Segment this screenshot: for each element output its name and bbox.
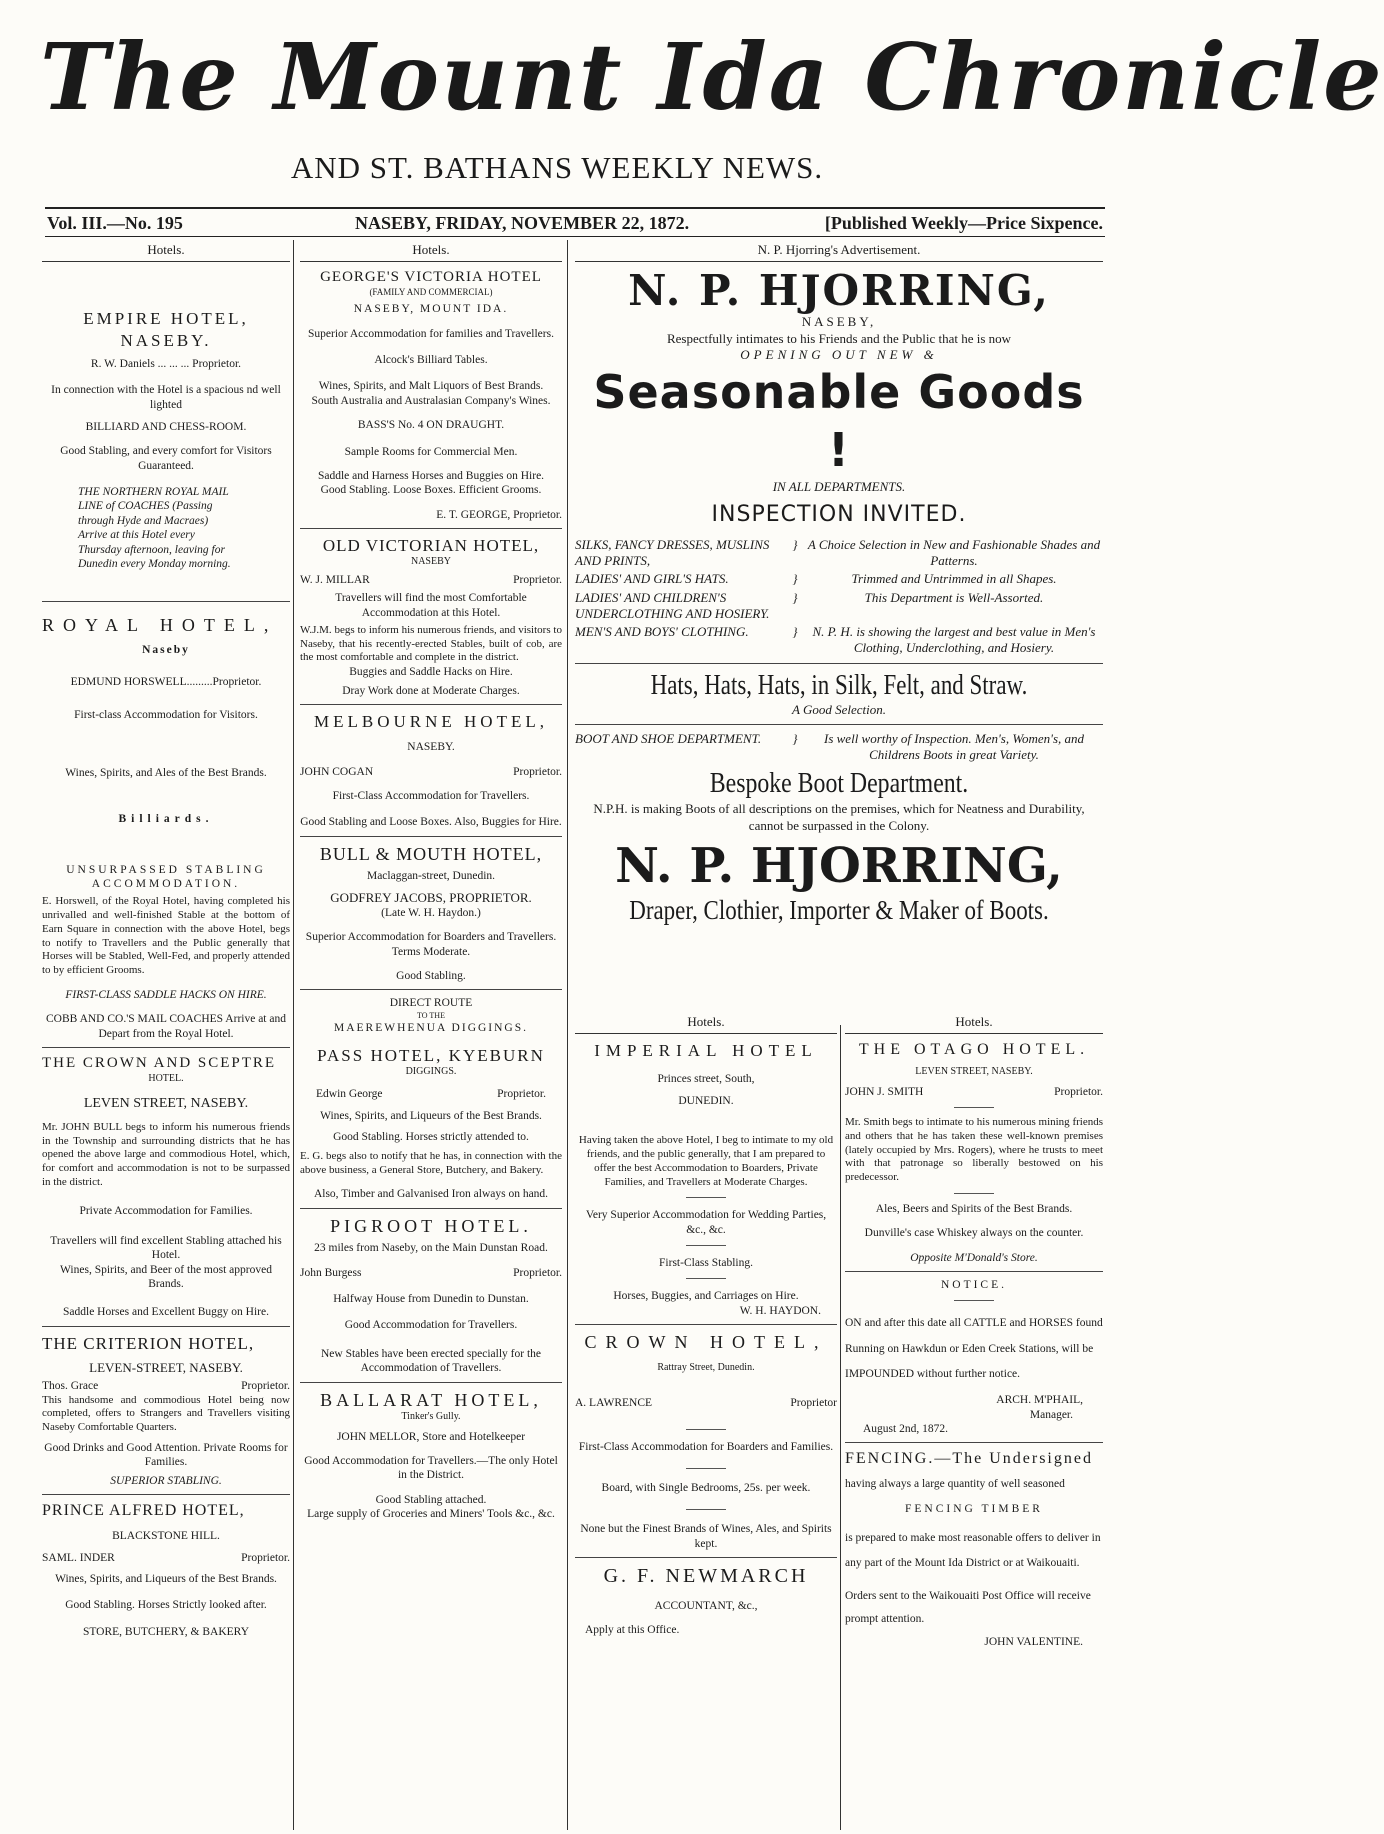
hjorring-name: N. P. HJORRING, [628, 266, 1050, 316]
old-place: NASEBY [410, 556, 451, 568]
otago-prop: Proprietor. [1054, 1085, 1103, 1098]
hjorring-opening: OPENING OUT NEW & [740, 346, 938, 362]
inspection-invited: INSPECTION INVITED. [711, 502, 967, 528]
price-notice: [Published Weekly—Price Sixpence. [824, 213, 1103, 233]
department-row: MEN'S AND BOYS' CLOTHING. } N. P. H. is showing the largest and best value in Men's Clothing, Underclothing, and Hosiery. [575, 624, 1103, 657]
bull-late: (Late W. H. Haydon.) [381, 906, 481, 919]
empire-proprietor: R. W. Daniels ... ... ... Proprietor. [90, 357, 242, 370]
prince-wines: Wines, Spirits, and Liqueurs of the Best Brands. [55, 1572, 277, 1585]
divider [300, 528, 562, 529]
ballarat-proprietor: JOHN MELLOR, Store and Hotelkeeper [336, 1430, 526, 1443]
otago-opposite: Opposite M'Donald's Store. [910, 1251, 1038, 1264]
divider [42, 1494, 290, 1495]
empire-text: In connection with the Hotel is a spacious nd well lighted [51, 384, 281, 411]
crown-dunedin-prop-name: A. LAWRENCE [575, 1397, 653, 1410]
george-sub: (FAMILY AND COMMERCIAL) [369, 287, 493, 297]
column-1 [42, 242, 290, 1639]
old-buggies: Buggies and Saddle Hacks on Hire. [349, 666, 513, 679]
hats-headline: Hats, Hats, Hats, in Silk, Felt, and Straw. [650, 669, 1028, 701]
george-saddle: Saddle and Harness Horses and Buggies on Hire. [317, 469, 545, 482]
department-name: SILKS, FANCY DRESSES, MUSLINS AND PRINTS, [575, 536, 770, 568]
newmarch-apply: Apply at this Office. [585, 1624, 680, 1637]
melbourne-title: MELBOURNE HOTEL, [314, 711, 548, 731]
bull-street: Maclaggan-street, Dunedin. [366, 870, 496, 883]
old-text1: Travellers will find the most Comfortable Accommodation at this Hotel. [335, 592, 527, 619]
imperial-title: IMPERIAL HOTEL [594, 1041, 818, 1061]
royal-text: E. Horswell, of the Royal Hotel, having completed his unrivalled and well-finished Stable at the bottom of Earn Square in connection with the above Hotel, begs to notify to Travellers and the Public generally that Horses will be Stabled, Well-Fed, and properly attended to by efficient Grooms. [42, 895, 290, 977]
crown-dunedin-title: CROWN HOTEL, [584, 1332, 828, 1353]
royal-wines: Wines, Spirits, and Ales of the Best Brands. [65, 766, 267, 779]
hjorring-advertisement [575, 242, 1103, 926]
dateline [45, 207, 1105, 237]
divider [300, 1208, 562, 1209]
notice-text: ON and after this date all CATTLE and HORSES found Running on Hawkdun or Eden Creek Stations, will be IMPOUNDED without further notice. [845, 1317, 1103, 1380]
newmarch-title: G. F. NEWMARCH [603, 1565, 809, 1587]
pass-prop: Proprietor. [497, 1087, 546, 1100]
direct-to: TO THE [417, 1010, 445, 1020]
crown-sceptre-text: Mr. JOHN BULL begs to inform his numerous friends in the Township and surrounding districts that he has opened the above large and commodious Hotel, which, for comfort and accommodation is not to be surpassed in the district. [42, 1120, 290, 1188]
column-4 [845, 1014, 1103, 1649]
column-rule [293, 240, 294, 1830]
divider [42, 1326, 290, 1327]
department-row: SILKS, FANCY DRESSES, MUSLINS AND PRINTS, } A Choice Selection in New and Fashionable Shades and Patterns. [575, 537, 1103, 570]
criterion-title: THE CRITERION HOTEL, [42, 1333, 255, 1353]
newmarch-sub: ACCOUNTANT, &c., [654, 1600, 758, 1612]
otago-whiskey: Dunville's case Whiskey always on the counter. [864, 1227, 1084, 1240]
pigroot-prop: Proprietor. [513, 1266, 562, 1279]
divider [845, 1271, 1103, 1272]
department-row: LADIES' AND CHILDREN'S UNDERCLOTHING AND HOSIERY. } This Department is Well-Assorted. [575, 590, 1103, 623]
crown-dunedin-accom: First-Class Accommodation for Boarders and Families. [578, 1440, 834, 1453]
column-header: Hotels. [575, 1014, 837, 1034]
criterion-stabling: SUPERIOR STABLING. [110, 1474, 222, 1487]
divider [42, 601, 290, 602]
department-row: LADIES' AND GIRL'S HATS. } Trimmed and Untrimmed in all Shapes. [575, 571, 1103, 587]
fencing-text2: is prepared to make most reasonable offers to deliver in any part of the Mount Ida District or at Waikouaiti. [845, 1532, 1101, 1570]
crown-saddle: Saddle Horses and Excellent Buggy on Hire. [63, 1306, 269, 1319]
melbourne-accom: First-Class Accommodation for Travellers. [332, 789, 530, 802]
pigroot-stables: New Stables have been erected specially for the Accommodation of Travellers. [321, 1347, 541, 1375]
divider [575, 1557, 837, 1558]
short-rule [686, 1197, 726, 1198]
pigroot-proprietor-row [300, 1266, 562, 1280]
criterion-proprietor-row [42, 1379, 290, 1393]
crown-dunedin-wines: None but the Finest Brands of Wines, Ales, and Spirits kept. [580, 1523, 832, 1550]
bespoke-text: N.P.H. is making Boots of all descriptions on the premises, which for Neatness and Durability, cannot be surpassed in the Colony. [593, 801, 1085, 833]
empire-coach: THE NORTHERN ROYAL MAIL LINE of COACHES (Passing through Hyde and Macraes) Arrive at this Hotel every Thursday afternoon, leaving for Dunedin every Monday morning. [78, 486, 231, 570]
bull-accom: Superior Accommodation for Boarders and Travellers. Terms Moderate. [305, 931, 557, 958]
divider [575, 724, 1103, 725]
empire-stabling: Good Stabling, and every comfort for Visitors Guaranteed. [60, 445, 272, 472]
ballarat-stabling: Good Stabling attached. [375, 1493, 487, 1506]
column-rule [840, 1025, 841, 1830]
hats-selection: A Good Selection. [792, 701, 886, 717]
notice-heading: NOTICE. [940, 1279, 1008, 1291]
column-header: Hotels. [42, 242, 290, 262]
pass-hotel-title: PASS HOTEL, KYEBURN [317, 1046, 545, 1065]
prince-prop-name: SAML. INDER [42, 1552, 115, 1565]
crown-dunedin-street: Rattray Street, Dunedin. [657, 1361, 755, 1373]
pass-text: E. G. begs also to notify that he has, in connection with the above business, a General Store, Butchery, and Bakery. [300, 1149, 562, 1176]
bull-mouth-title: BULL & MOUTH HOTEL, [319, 843, 543, 864]
george-sample: Sample Rooms for Commercial Men. [344, 445, 518, 458]
george-wines: Wines, Spirits, and Malt Liquors of Best Brands. [318, 380, 544, 393]
empire-hotel-title: EMPIRE HOTEL, NASEBY. [83, 309, 249, 350]
bull-proprietor: GODFREY JACOBS, PROPRIETOR. [330, 889, 532, 905]
department-desc: A Choice Selection in New and Fashionable Shades and Patterns. [807, 536, 1101, 568]
divider [845, 1442, 1103, 1443]
royal-cobb: COBB AND CO.'S MAIL COACHES Arrive at and Depart from the Royal Hotel. [46, 1013, 286, 1040]
pass-proprietor-row [300, 1087, 562, 1101]
crown-sceptre-title: THE CROWN AND SCEPTRE [42, 1055, 277, 1071]
boot-dept: BOOT AND SHOE DEPARTMENT. [575, 730, 762, 746]
column-2 [300, 242, 562, 1521]
imperial-city: DUNEDIN. [678, 1094, 734, 1107]
prince-proprietor-row [42, 1551, 290, 1565]
old-prop: Proprietor. [513, 573, 562, 586]
masthead-subtitle: AND ST. BATHANS WEEKLY NEWS. [290, 150, 824, 185]
criterion-drinks: Good Drinks and Good Attention. Private Rooms for Families. [44, 1441, 288, 1469]
otago-text: Mr. Smith begs to intimate to his numerous mining friends and others that he has taken these well-known premises (lately occupied by Mrs. Rogers), where he trusts to meet with that patronage so liberally bestowed on his predecessor. [845, 1116, 1103, 1184]
old-proprietor-row [300, 573, 562, 587]
short-rule [954, 1107, 994, 1108]
old-text2: W.J.M. begs to inform his numerous friends, and visitors to Naseby, that his recently-erected Stables, built of cob, are the most comfortable and complete in the district. [300, 623, 562, 664]
royal-billiards: Billiards. [118, 813, 214, 826]
prince-prop: Proprietor. [241, 1552, 290, 1565]
melbourne-proprietor-row [300, 765, 562, 779]
royal-place: Naseby [142, 643, 190, 656]
short-rule [686, 1468, 726, 1469]
fencing-title: FENCING.—The Undersigned [845, 1450, 1093, 1468]
pass-sub: DIGGINGS. [405, 1066, 457, 1078]
pigroot-place: 23 miles from Naseby, on the Main Dunstan Road. [314, 1242, 548, 1255]
fencing-orders: Orders sent to the Waikouaiti Post Office will receive prompt attention. [845, 1589, 1091, 1625]
fencing-timber: FENCING TIMBER [905, 1502, 1043, 1515]
melbourne-place: NASEBY. [407, 741, 455, 754]
melbourne-prop: Proprietor. [513, 765, 562, 778]
department-name: MEN'S AND BOYS' CLOTHING. [575, 624, 749, 639]
old-prop-name: W. J. MILLAR [300, 573, 370, 586]
department-name: LADIES' AND CHILDREN'S UNDERCLOTHING AND HOSIERY. [575, 589, 770, 621]
prince-stabling: Good Stabling. Horses Strictly looked after. [65, 1599, 267, 1612]
divider [300, 1382, 562, 1383]
criterion-prop: Proprietor. [241, 1380, 290, 1393]
divider [42, 1047, 290, 1048]
hjorring-place: NASEBY, [801, 314, 877, 330]
short-rule [686, 1429, 726, 1430]
royal-accommodation: First-class Accommodation for Visitors. [74, 708, 258, 721]
department-desc: This Department is Well-Assorted. [864, 589, 1044, 605]
crown-sceptre-street: LEVEN STREET, NASEBY. [83, 1096, 249, 1112]
hjorring-name-large: N. P. HJORRING, [615, 837, 1063, 894]
george-bass: BASS'S No. 4 ON DRAUGHT. [357, 419, 505, 432]
pass-wines: Wines, Spirits, and Liqueurs of the Best Brands. [320, 1110, 542, 1123]
ballarat-accom: Good Accommodation for Travellers.—The only Hotel in the District. [304, 1454, 558, 1482]
bespoke-headline: Bespoke Boot Department. [709, 768, 969, 800]
crown-travellers: Travellers will find excellent Stabling attached his Hotel. [50, 1234, 282, 1262]
notice-role: Manager. [1029, 1408, 1073, 1421]
prince-store: STORE, BUTCHERY, & BAKERY [82, 1625, 250, 1638]
george-victoria-title: GEORGE'S VICTORIA HOTEL [320, 269, 542, 286]
hjorring-trade: Draper, Clothier, Importer & Maker of Boots. [629, 894, 1049, 925]
george-proprietor: E. T. GEORGE, Proprietor. [436, 508, 562, 521]
imperial-stabling: First-Class Stabling. [659, 1257, 753, 1269]
pass-prop-name: Edwin George [316, 1087, 383, 1100]
royal-proprietor: EDMUND HORSWELL.........Proprietor. [70, 676, 262, 689]
ballarat-title: BALLARAT HOTEL, [320, 1389, 542, 1410]
criterion-street: LEVEN-STREET, NASEBY. [89, 1360, 243, 1375]
short-rule [686, 1509, 726, 1510]
notice-date: August 2nd, 1872. [863, 1423, 948, 1436]
pigroot-prop-name: John Burgess [300, 1266, 362, 1279]
column-header: Hotels. [300, 242, 562, 262]
divider [300, 989, 562, 990]
seasonable-goods: Seasonable Goods ! [593, 365, 1085, 477]
pass-stabling: Good Stabling. Horses strictly attended to. [333, 1130, 529, 1143]
george-stabling: Good Stabling. Loose Boxes. Efficient Grooms. [320, 484, 542, 497]
ballarat-place: Tinker's Gully. [401, 1411, 461, 1422]
department-name: LADIES' AND GIRL'S HATS. [575, 571, 729, 587]
crown-dunedin-prop: Proprietor [790, 1397, 837, 1410]
pass-timber: Also, Timber and Galvanised Iron always on hand. [313, 1188, 549, 1201]
imperial-street: Princes street, South, [657, 1072, 755, 1085]
prince-place: BLACKSTONE HILL. [112, 1530, 220, 1542]
department-desc: Trimmed and Untrimmed in all Shapes. [851, 571, 1057, 587]
george-billiard: Alcock's Billiard Tables. [374, 354, 488, 366]
advert-header: N. P. Hjorring's Advertisement. [575, 242, 1103, 262]
prince-alfred-title: PRINCE ALFRED HOTEL, [42, 1502, 245, 1519]
royal-hacks: FIRST-CLASS SADDLE HACKS ON HIRE. [65, 988, 267, 1001]
melbourne-stabling: Good Stabling and Loose Boxes. Also, Buggies for Hire. [300, 816, 562, 829]
crown-wines: Wines, Spirits, and Beer of the most approved Brands. [60, 1263, 272, 1290]
column-header: Hotels. [845, 1014, 1103, 1034]
boot-row: BOOT AND SHOE DEPARTMENT. } Is well worthy of Inspection. Men's, Women's, and Childrens Boots in great Variety. [575, 731, 1103, 764]
short-rule [954, 1300, 994, 1301]
otago-title: THE OTAGO HOTEL. [858, 1041, 1090, 1059]
criterion-text: This handsome and commodious Hotel being now completed, offers to Strangers and Travellers visiting Naseby Comfortable Quarters. [42, 1393, 290, 1434]
george-accom: Superior Accommodation for families and Travellers. [308, 327, 554, 340]
otago-street: LEVEN STREET, NASEBY. [915, 1066, 1033, 1078]
divider [575, 1324, 837, 1325]
crown-sceptre-sub: HOTEL. [148, 1072, 184, 1084]
criterion-prop-name: Thos. Grace [42, 1380, 99, 1393]
pigroot-halfway: Halfway House from Dunedin to Dunstan. [333, 1293, 529, 1305]
masthead-title: The Mount Ida Chronicle [40, 23, 1384, 131]
royal-stabling: UNSURPASSED STABLING ACCOMMODATION. [66, 863, 266, 890]
george-sa: South Australia and Australasian Company's Wines. [311, 394, 551, 407]
imperial-proprietor: W. H. HAYDON. [739, 1304, 821, 1317]
melbourne-prop-name: JOHN COGAN [300, 765, 374, 778]
column-rule [567, 240, 568, 1830]
department-rows [575, 537, 1103, 657]
divider [300, 836, 562, 837]
old-dray: Dray Work done at Moderate Charges. [342, 684, 520, 697]
short-rule [686, 1245, 726, 1246]
old-victorian-title: OLD VICTORIAN HOTEL, [322, 536, 540, 555]
divider [575, 663, 1103, 664]
crown-dunedin-board: Board, with Single Bedrooms, 25s. per week. [601, 1481, 811, 1494]
hjorring-intro: Respectfully intimates to his Friends and the Public that he is now [666, 330, 1012, 346]
ballarat-supply: Large supply of Groceries and Miners' Tools &c., &c. [307, 1508, 555, 1520]
empire-billiard: BILLIARD AND CHESS-ROOM. [85, 420, 247, 433]
bull-stabling: Good Stabling. [396, 969, 466, 982]
department-desc: N. P. H. is showing the largest and best value in Men's Clothing, Underclothing, and Hosiery. [812, 624, 1096, 656]
imperial-horses: Horses, Buggies, and Carriages on Hire. [613, 1290, 799, 1303]
pigroot-accom: Good Accommodation for Travellers. [344, 1319, 518, 1332]
imperial-text: Having taken the above Hotel, I beg to intimate to my old friends, and the public generally, that I am prepared to offer the best Accommodation to Boarders, Private Families, and Travellers at Moderate Charges. [578, 1134, 834, 1188]
royal-hotel-title: ROYAL HOTEL, [42, 615, 278, 636]
pigroot-title: PIGROOT HOTEL. [330, 1215, 532, 1236]
crown-private: Private Accommodation for Families. [79, 1204, 253, 1217]
direct-route: DIRECT ROUTE [389, 997, 473, 1010]
short-rule [686, 1278, 726, 1279]
crown-dunedin-proprietor-row [575, 1396, 837, 1410]
fencing-signature: JOHN VALENTINE. [984, 1635, 1083, 1648]
column-3 [575, 1014, 837, 1638]
direct-diggings: MAEREWHENUA DIGGINGS. [333, 1021, 529, 1034]
issue-date: NASEBY, FRIDAY, NOVEMBER 22, 1872. [355, 213, 690, 233]
otago-prop-name: JOHN J. SMITH [845, 1085, 924, 1098]
imperial-wedding: Very Superior Accommodation for Wedding Parties, &c., &c. [585, 1209, 827, 1236]
all-departments: IN ALL DEPARTMENTS. [772, 479, 906, 494]
otago-ales: Ales, Beers and Spirits of the Best Brands. [875, 1202, 1073, 1215]
fencing-text1: having always a large quantity of well seasoned [845, 1478, 1065, 1491]
boot-desc: Is well worthy of Inspection. Men's, Women's, and Childrens Boots in great Variety. [824, 730, 1084, 762]
short-rule [954, 1193, 994, 1194]
notice-signature: ARCH. M'PHAIL, [996, 1394, 1083, 1407]
divider [300, 704, 562, 705]
george-place: NASEBY, MOUNT IDA. [353, 303, 509, 316]
volume-number: Vol. III.—No. 195 [47, 213, 183, 233]
otago-proprietor-row [845, 1085, 1103, 1099]
